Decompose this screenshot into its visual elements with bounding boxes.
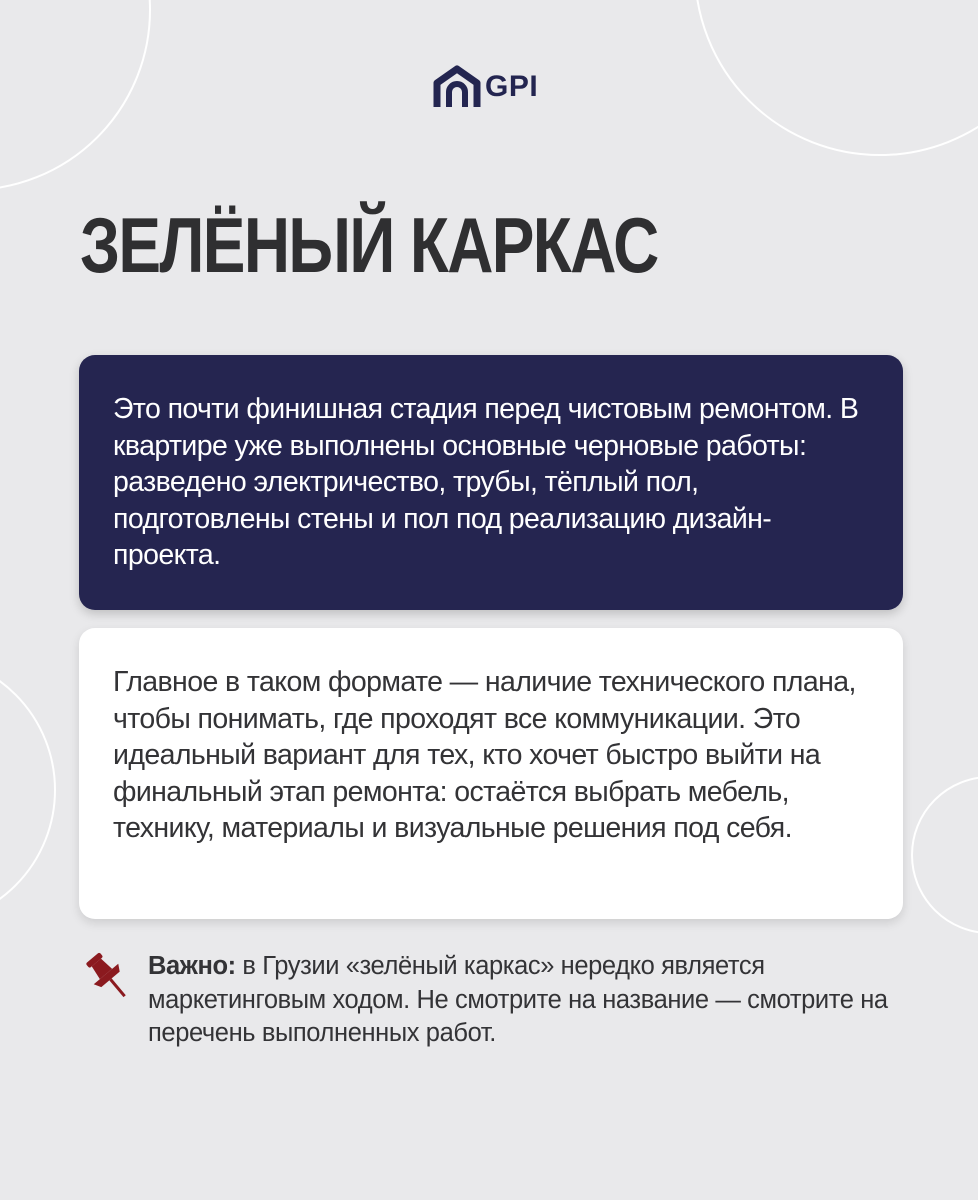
bg-circle-top-left	[0, 0, 150, 190]
info-card-dark	[79, 355, 903, 610]
note-label: Важно:	[148, 952, 236, 980]
info-card-dark-text: Это почти финишная стадия перед чистовым ремонтом. В квартире уже выполнены основные черновые работы: разведено электричество, трубы, тёплый пол, подготовлены стены и пол под реализацию дизайн-проекта.	[113, 393, 859, 571]
logo-text: GPI	[485, 70, 539, 103]
bg-circle-bottom-left	[0, 655, 55, 925]
info-card-light-text: Главное в таком формате — наличие технического плана, чтобы понимать, где проходят все коммуникации. Это идеальный вариант для тех, кто хочет быстро выйти на финальный этап ремонта: остаётся выбрать мебель, технику, материалы и визуальные решения под себя.	[113, 666, 856, 844]
bg-circle-top-right	[695, 0, 978, 155]
note-text	[148, 950, 908, 1051]
info-card-light	[79, 628, 903, 919]
bg-circle-bottom-right	[912, 777, 978, 933]
house-logo-icon	[433, 65, 481, 109]
note-body: в Грузии «зелёный каркас» нередко является маркетинговым ходом. Не смотрите на название — смотрите на перечень выполненных работ.	[148, 952, 888, 1047]
logo	[433, 65, 538, 109]
pushpin-icon	[80, 950, 132, 1004]
page-title: ЗЕЛЁНЫЙ КАРКАС	[80, 201, 658, 289]
